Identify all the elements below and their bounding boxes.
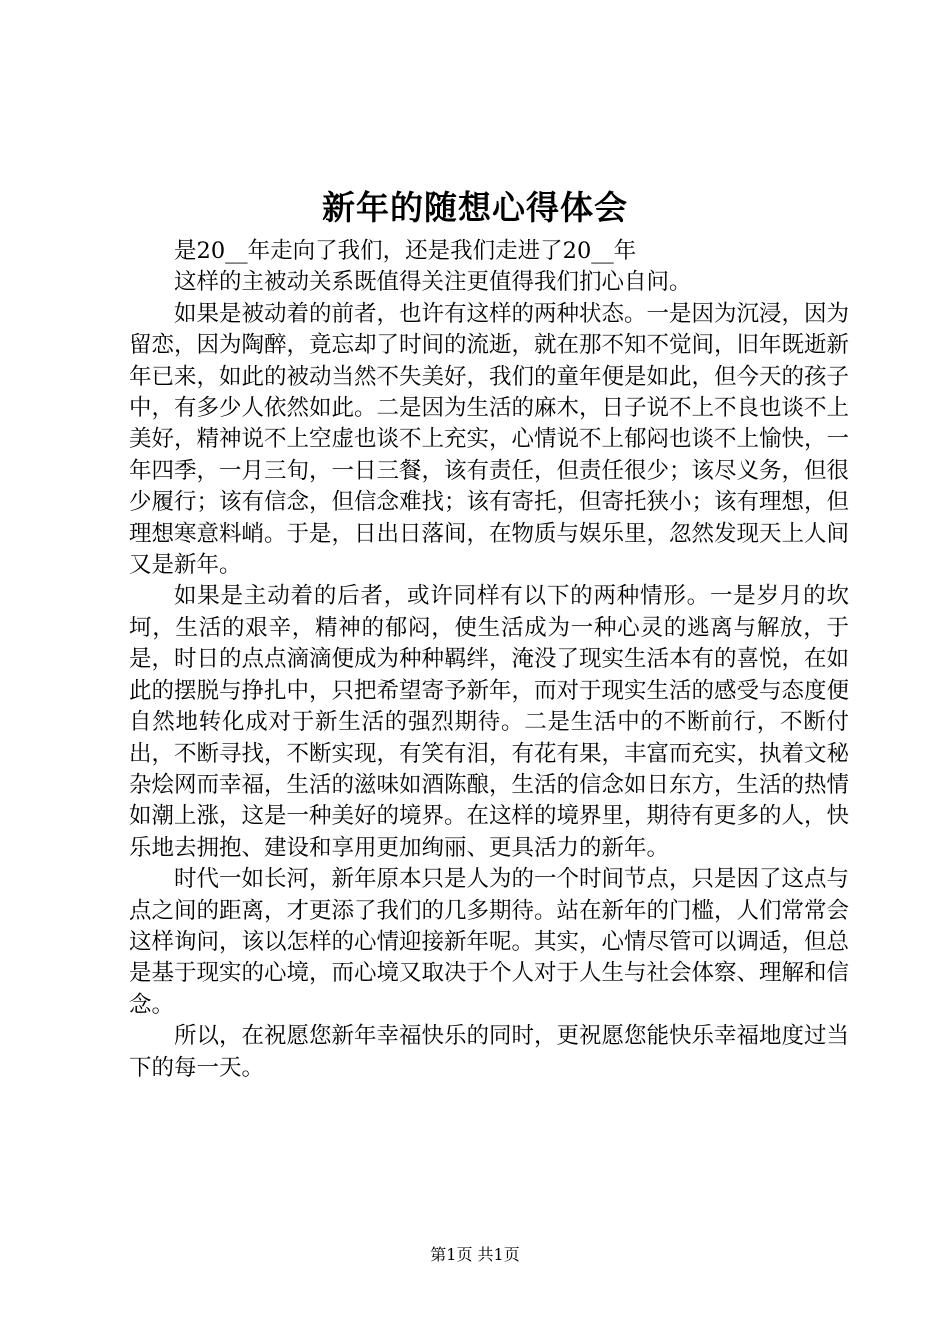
paragraph-3: 如果是被动着的前者，也许有这样的两种状态。一是因为沉浸，因为留恋，因为陶醉，竟忘却了时间的流逝，就在那不知不觉间，旧年既逝新年已来，如此的被动当然不失美好，我们的童年便是如此，但今天的孩子中，有多少人依然如此。二是因为生活的麻木，日子说不上不良也谈不上美好，精神说不上空虚也谈不上充实，心情说不上郁闷也谈不上愉快，一年四季，一月三旬，一日三餐，该有责任，但责任很少；该尽义务，但很少履行；该有信念，但信念难找；该有寄托，但寄托狭小；该有理想，但理想寒意料峭。于是，日出日落间，在物质与娱乐里，忽然发现天上人间又是新年。 [129,300,850,579]
document-body [129,236,849,1084]
page-footer: 第1页 共1页 [430,1245,520,1264]
document-title: 新年的随想心得体会 [322,188,628,227]
paragraph-4: 如果是主动着的后者，或许同样有以下的两种情形。一是岁月的坎坷，生活的艰辛，精神的郁闷，使生活成为一种心灵的逃离与解放，于是，时日的点点滴滴便成为种种羁绊，淹没了现实生活本有的喜悦，在如此的摆脱与挣扎中，只把希望寄予新年，而对于现实生活的感受与态度便自然地转化成对于新生活的强烈期待。二是生活中的不断前行，不断付出，不断寻找，不断实现，有笑有泪，有花有果，丰富而充实，执着文秘杂烩网而幸福，生活的滋味如酒陈酿，生活的信念如日东方，生活的热情如潮上涨，这是一种美好的境界。在这样的境界里，期待有更多的人，快乐地去拥抱、建设和享用更加绚丽、更具活力的新年。 [129,583,850,861]
paragraph-1: 是20__年走向了我们，还是我们走进了20__年 [174,238,637,264]
paragraph-2: 这样的主被动关系既值得关注更值得我们扪心自问。 [174,269,692,296]
paragraph-5: 时代一如长河，新年原本只是人为的一个时间节点，只是因了这点与点之间的距离，才更添了我们的几多期待。站在新年的门槛，人们常常会这样询问，该以怎样的心情迎接新年呢。其实，心情尽管可以调适，但总是基于现实的心境，而心境又取决于个人对于人生与社会体察、理解和信念。 [129,866,850,1018]
paragraph-6: 所以，在祝愿您新年幸福快乐的同时，更祝愿您能快乐幸福地度过当下的每一天。 [129,1023,850,1081]
